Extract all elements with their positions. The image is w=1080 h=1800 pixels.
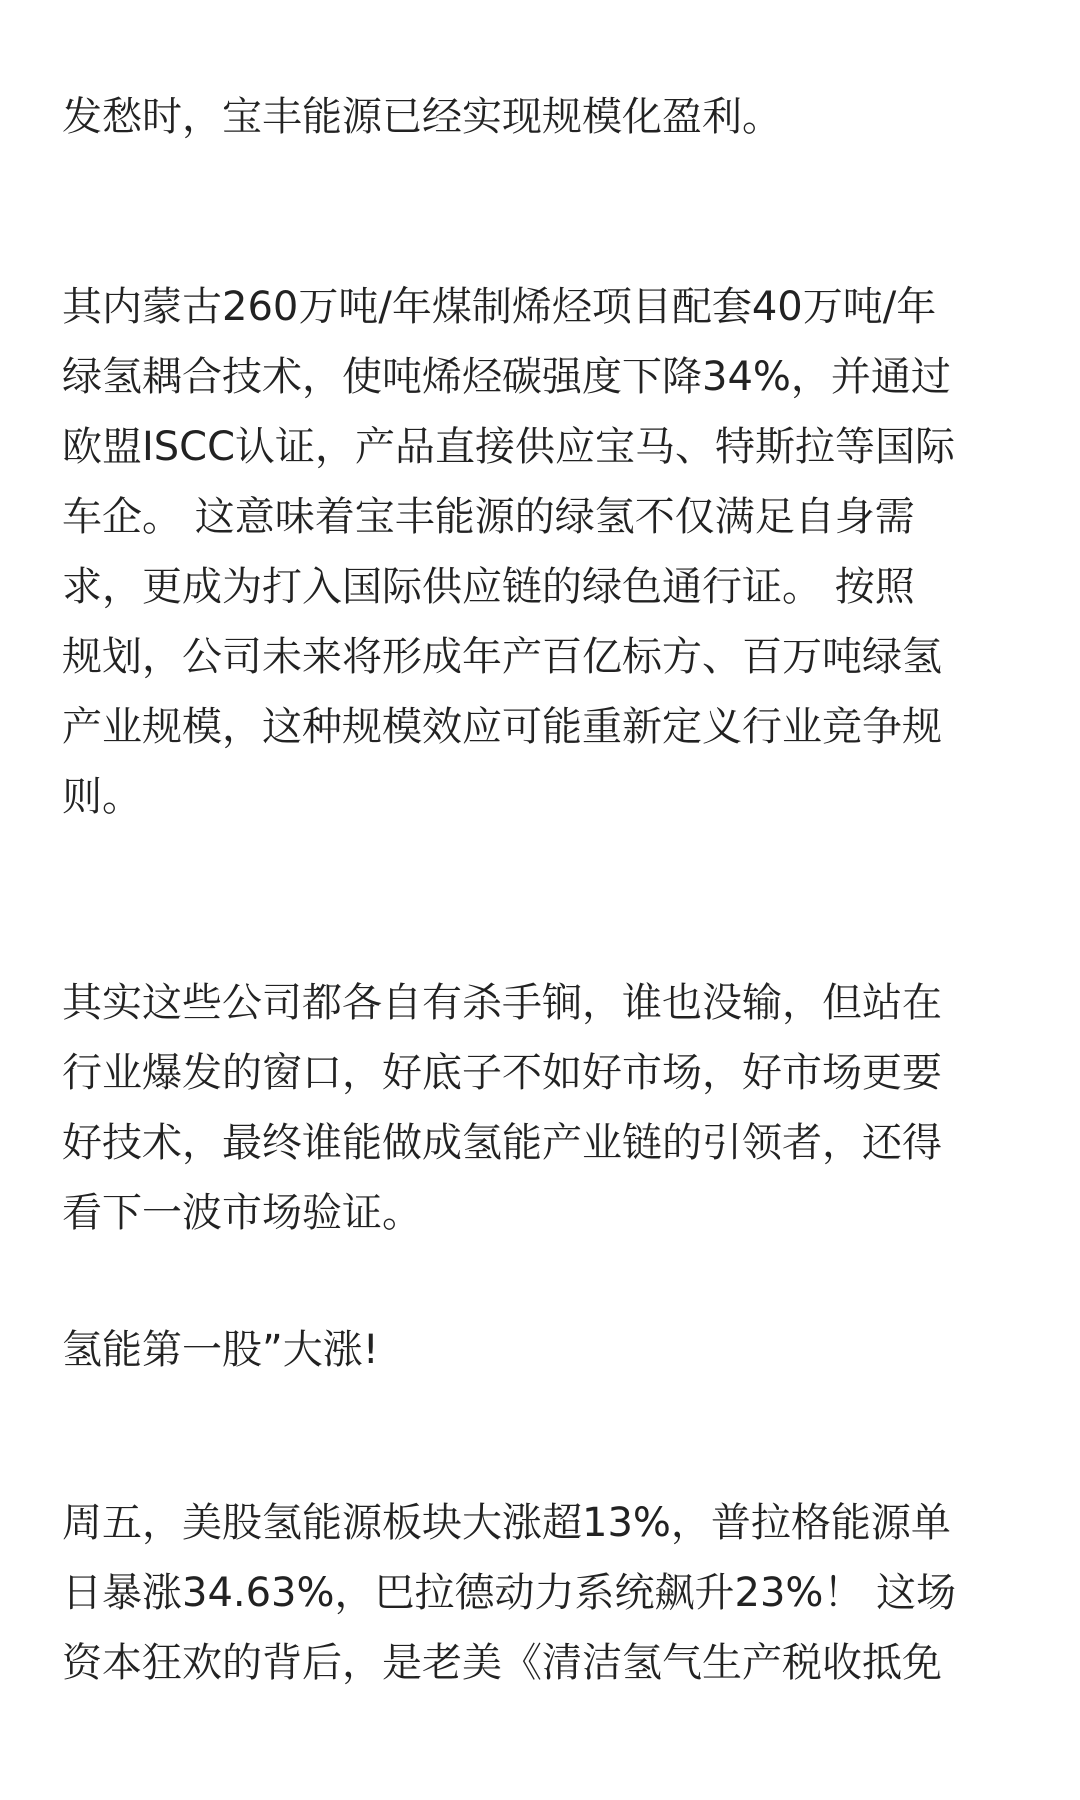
text-line: 发愁时，宝丰能源已经实现规模化盈利。: [62, 94, 782, 140]
paragraph: [62, 82, 782, 152]
paragraph: [62, 968, 942, 1248]
paragraph: [62, 1488, 956, 1698]
text-line: 其内蒙古260万吨/年煤制烯烃项目配套40万吨/年: [62, 284, 937, 330]
text-line: 求，更成为打入国际供应链的绿色通行证。 按照: [62, 564, 915, 610]
text-line: 看下一波市场验证。: [62, 1190, 422, 1236]
paragraph-heading: [62, 1315, 379, 1385]
text-line: 规划，公司未来将形成年产百亿标方、百万吨绿氢: [62, 634, 942, 680]
text-line: 则。: [62, 774, 142, 820]
text-line: 行业爆发的窗口，好底子不如好市场，好市场更要: [62, 1050, 942, 1096]
text-line: 绿氢耦合技术，使吨烯烃碳强度下降34%，并通过: [62, 354, 951, 400]
text-line: 其实这些公司都各自有杀手锏，谁也没输，但站在: [62, 980, 942, 1026]
text-line: 资本狂欢的背后，是老美《清洁氢气生产税收抵免: [62, 1640, 942, 1686]
text-line: 欧盟ISCC认证，产品直接供应宝马、特斯拉等国际: [62, 424, 956, 470]
text-line: 好技术，最终谁能做成氢能产业链的引领者，还得: [62, 1120, 942, 1166]
text-line: 产业规模，这种规模效应可能重新定义行业竞争规: [62, 704, 942, 750]
paragraph: [62, 272, 955, 832]
text-line: 周五，美股氢能源板块大涨超13%，普拉格能源单: [62, 1500, 951, 1546]
text-line: 车企。 这意味着宝丰能源的绿氢不仅满足自身需: [62, 494, 915, 540]
text-line: 日暴涨34.63%，巴拉德动力系统飙升23%！ 这场: [62, 1570, 957, 1616]
text-line: 氢能第一股”大涨!: [62, 1327, 379, 1373]
